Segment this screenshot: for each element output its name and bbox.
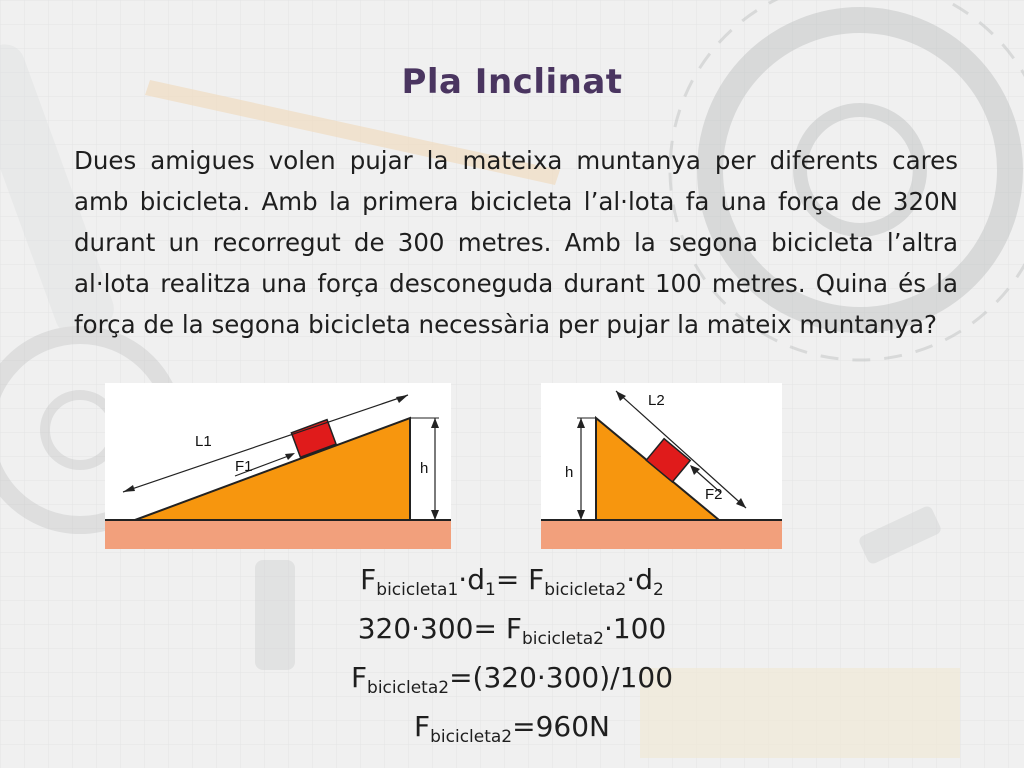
ground <box>541 520 782 549</box>
equation-work-balance: $F_{bicicleta1}\cdot d_1= F_{bicicleta2}\cdot d_2$ <box>360 563 664 600</box>
height-label: h <box>565 464 574 481</box>
length-label: L1 <box>195 433 212 450</box>
page-title: Pla Inclinat <box>401 62 623 102</box>
force-label: F1 <box>235 458 253 475</box>
length-label: L2 <box>648 392 665 409</box>
inclined-plane-diagram-left <box>105 383 451 549</box>
inclined-plane-diagram-right <box>541 383 782 549</box>
height-label: h <box>420 460 429 477</box>
force-label: F2 <box>705 486 723 503</box>
problem-statement: Dues amigues volen pujar la mateixa muntanya per diferents cares amb bicicleta. Amb la primera bicicleta l’al·lota fa una força de 320N durant un recorregut de 300 metres. Amb la segona bicicleta l’altra al·lota realitza una força desconeguda durant 100 metres. Quina és la força de la segona bicicleta necessària per pujar la mateix muntanya? <box>74 146 958 339</box>
equation-result: $F_{bicicleta2}=960N$ <box>414 710 610 747</box>
equation-substitution: $320\cdot 300= F_{bicicleta2}\cdot 100$ <box>357 612 667 649</box>
equation-solve: $F_{bicicleta2}=(320\cdot 300)/100$ <box>350 661 674 698</box>
ground <box>105 520 451 549</box>
